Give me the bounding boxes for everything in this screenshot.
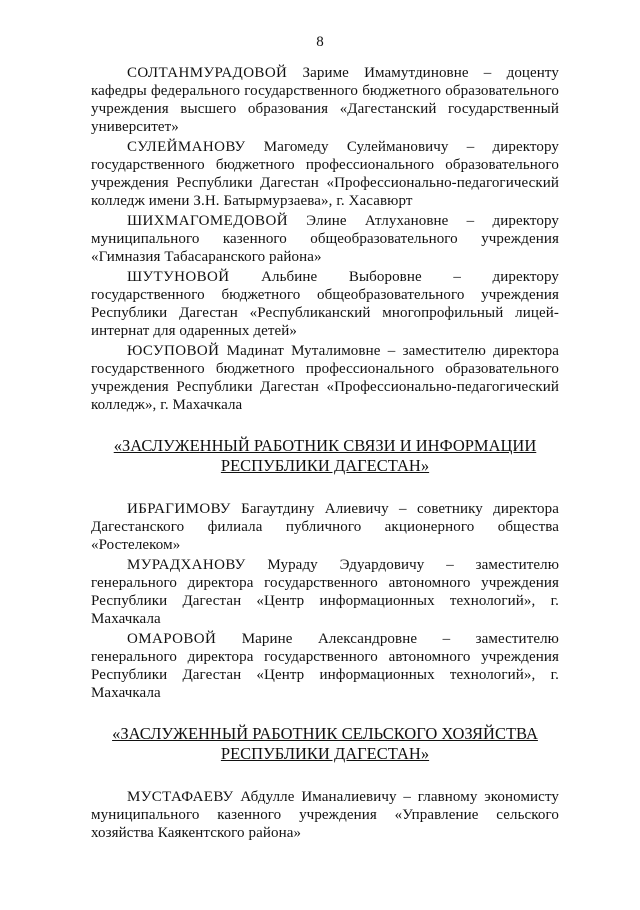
- recipient-name: МУРАДХАНОВУ: [127, 557, 246, 573]
- recipient-details: Зариме Имамутдиновне – доценту кафедры федерального государственного бюджетного образовательного учреждения высшего образования «Дагестанский государственный университет»: [91, 65, 559, 135]
- recipient-name: ОМАРОВОЙ: [127, 631, 217, 647]
- page-number: 8: [316, 34, 324, 50]
- heading-line: РЕСПУБЛИКИ ДАГЕСТАН»: [220, 744, 430, 763]
- recipient-details: Багаутдину Алиевичу – советнику директора Дагестанского филиала публичного акционерного общества «Ростелеком»: [91, 501, 559, 553]
- recipient-name: МУСТАФАЕВУ: [127, 789, 234, 805]
- award-section-heading: [91, 436, 559, 476]
- award-entry: [91, 268, 559, 340]
- heading-line: «ЗАСЛУЖЕННЫЙ РАБОТНИК СВЯЗИ И ИНФОРМАЦИИ: [113, 436, 537, 455]
- heading-line: РЕСПУБЛИКИ ДАГЕСТАН»: [220, 456, 430, 475]
- award-entry: [91, 138, 559, 210]
- page-content: [91, 64, 559, 844]
- recipient-details: Абдулле Иманалиевичу – главному экономисту муниципального казенного учреждения «Управление сельского хозяйства Каякентского района»: [91, 789, 559, 841]
- recipient-name: ШУТУНОВОЙ: [127, 269, 230, 285]
- award-entry: [91, 556, 559, 628]
- recipient-name: ЮСУПОВОЙ: [127, 343, 220, 359]
- recipient-name: СОЛТАНМУРАДОВОЙ: [127, 65, 288, 81]
- award-entry: [91, 500, 559, 554]
- recipient-name: СУЛЕЙМАНОВУ: [127, 139, 246, 155]
- recipient-details: Магомеду Сулеймановичу – директору государственного бюджетного профессионального образовательного учреждения Республики Дагестан «Профессионально-педагогический колледж имени З.Н. Батырмурзаева», г. Хасавюрт: [91, 139, 559, 209]
- award-entry: [91, 630, 559, 702]
- award-entry: [91, 342, 559, 414]
- heading-line: «ЗАСЛУЖЕННЫЙ РАБОТНИК СЕЛЬСКОГО ХОЗЯЙСТВА: [112, 724, 538, 743]
- recipient-details: Альбине Выборовне – директору государственного бюджетного общеобразовательного учреждения Республики Дагестан «Республиканский многопрофильный лицей-интернат для одаренных детей»: [91, 269, 559, 339]
- recipient-details: Марине Александровне – заместителю генерального директора государственного автономного учреждения Республики Дагестан «Центр информационных технологий», г. Махачкала: [91, 631, 559, 701]
- award-entry: [91, 788, 559, 842]
- recipient-name: ИБРАГИМОВУ: [127, 501, 231, 517]
- award-section-heading: [91, 724, 559, 764]
- recipient-name: ШИХМАГОМЕДОВОЙ: [127, 213, 288, 229]
- award-entry: [91, 64, 559, 136]
- recipient-details: Мураду Эдуардовичу – заместителю генерального директора государственного автономного учреждения Республики Дагестан «Центр информационных технологий», г. Махачкала: [91, 557, 559, 627]
- recipient-details: Элине Атлухановне – директору муниципального казенного общеобразовательного учреждения «Гимназия Табасаранского района»: [91, 213, 559, 265]
- recipient-details: Мадинат Муталимовне – заместителю директора государственного бюджетного профессионального образовательного учреждения Республики Дагестан «Профессионально-педагогический колледж», г. Махачкала: [91, 343, 559, 413]
- award-entry: [91, 212, 559, 266]
